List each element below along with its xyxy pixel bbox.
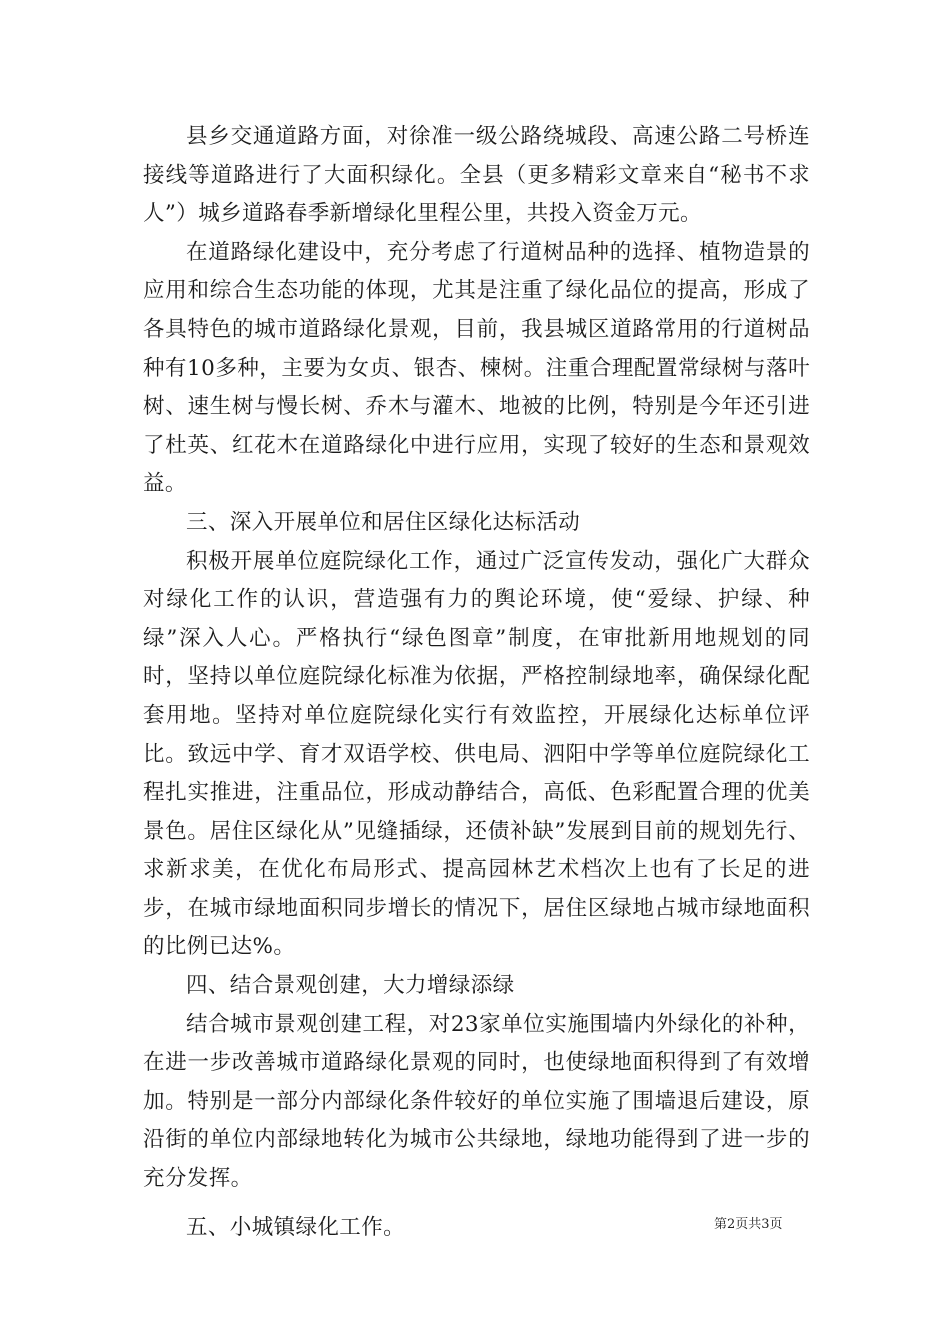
- section-heading-3: 三、深入开展单位和居住区绿化达标活动: [186, 509, 581, 535]
- section-heading-5: 五、小城镇绿化工作。: [186, 1214, 406, 1240]
- paragraph-courtyard-greening: 积极开展单位庭院绿化工作，通过广泛宣传发动，强化广大群众对绿化工作的认识，营造强有力的舆论环境，使“爱绿、护绿、种绿”深入人心。严格执行“绿色图章”制度，在审批新用地规划的同时，坚持以单位庭院绿化标准为依据，严格控制绿地率，确保绿化配套用地。坚持对单位庭院绿化实行有效监控，开展绿化达标单位评比。致远中学、育才双语学校、供电局、泗阳中学等单位庭院绿化工程扎实推进，注重品位，形成动静结合，高低、色彩配置合理的优美景色。居住区绿化从”见缝插绿，还债补缺”发展到目前的规划先行、求新求美，在优化布局形式、提高园林艺术档次上也有了长足的进步，在城市绿地面积同步增长的情况下，居住区绿地占城市绿地面积的比例已达%。: [143, 548, 810, 960]
- paragraph-road-greening: 县乡交通道路方面，对徐准一级公路绕城段、高速公路二号桥连接线等道路进行了大面积绿化。全县（更多精彩文章来自“秘书不求人”）城乡道路春季新增绿化里程公里，共投入资金万元。: [143, 124, 810, 227]
- paragraph-landscape-creation: 结合城市景观创建工程，对23家单位实施围墙内外绿化的补种，在进一步改善城市道路绿化景观的同时，也使绿地面积得到了有效增加。特别是一部分内部绿化条件较好的单位实施了围墙退后建设，原沿街的单位内部绿地转化为城市公共绿地，绿地功能得到了进一步的充分发挥。: [143, 1011, 810, 1192]
- document-body: [143, 118, 810, 1247]
- section-heading-4: 四、结合景观创建，大力增绿添绿: [186, 973, 515, 999]
- paragraph-street-trees: 在道路绿化建设中，充分考虑了行道树品种的选择、植物造景的应用和综合生态功能的体现，尤其是注重了绿化品位的提高，形成了各具特色的城市道路绿化景观，目前，我县城区道路常用的行道树品种有10多种，主要为女贞、银杏、楝树。注重合理配置常绿树与落叶树、速生树与慢长树、乔木与灌木、地被的比例，特别是今年还引进了杜英、红花木在道路绿化中进行应用，实现了较好的生态和景观效益。: [143, 239, 810, 497]
- page-number: 第2页共3页: [714, 1217, 783, 1232]
